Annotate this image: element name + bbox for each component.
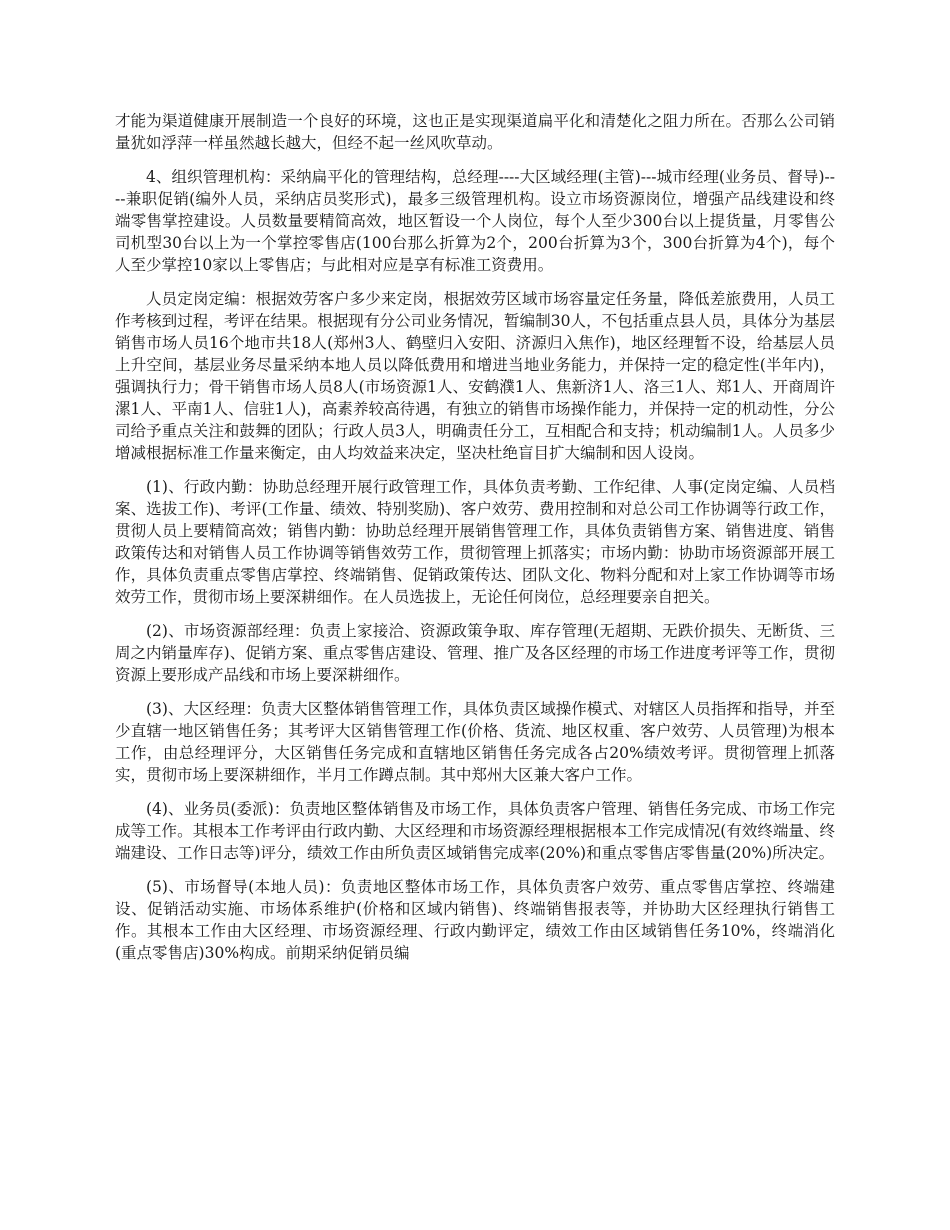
paragraph: (4)、业务员(委派)：负责地区整体销售及市场工作，具体负责客户管理、销售任务完成、市场工作完成等工作。其根本工作考评由行政内勤、大区经理和市场资源经理根据根本工作完成情况(有效终端量、终端建设、工作日志等)评分，绩效工作由所负责区域销售完成率(20%)和重点零售店零售量(20%)所决定。 — [115, 800, 835, 862]
paragraph: 人员定岗定编：根据效劳客户多少来定岗，根据效劳区域市场容量定任务量，降低差旅费用，人员工作考核到过程，考评在结果。根据现有分公司业务情况，暂编制30人，不包括重点县人员，具体分为基层销售市场人员16个地市共18人(郑州3人、鹤壁归入安阳、济源归入焦作)，地区经理暂不设，给基层人员上升空间，基层业务尽量采纳本地人员以降低费用和增进当地业务能力，并保持一定的稳定性(半年内)，强调执行力；骨干销售市场人员8人(市场资源1人、安鹤濮1人、焦新济1人、洛三1人、郑1人、开商周许漯1人、平南1人、信驻1人)，高素养较高待遇，有独立的销售市场操作能力，并保持一定的机动性，分公司给予重点关注和鼓舞的团队；行政人员3人，明确责任分工，互相配合和支持；机动编制1人。人员多少增减根据标准工作量来衡定，由人均效益来决定，坚决杜绝盲目扩大编制和因人设岗。 — [115, 290, 835, 462]
paragraph: (5)、市场督导(本地人员)：负责地区整体市场工作，具体负责客户效劳、重点零售店掌控、终端建设、促销活动实施、市场体系维护(价格和区域内销售)、终端销售报表等，并协助大区经理执行销售工作。其根本工作由大区经理、市场资源经理、行政内勤评定，绩效工作由区域销售任务10%，终端消化(重点零售店)30%构成。前期采纳促销员编 — [115, 878, 835, 962]
paragraph: (3)、大区经理：负责大区整体销售管理工作，具体负责区域操作模式、对辖区人员指挥和指导，并至少直辖一地区销售任务；其考评大区销售管理工作(价格、货流、地区权重、客户效劳、人员管理)为根本工作，由总经理评分，大区销售任务完成和直辖地区销售任务完成各占20%绩效考评。贯彻管理上抓落实，贯彻市场上要深耕细作，半月工作蹲点制。其中郑州大区兼大客户工作。 — [115, 700, 835, 784]
paragraph: 4、组织管理机构：采纳扁平化的管理结构，总经理----大区域经理(主管)---城市经理(业务员、督导)----兼职促销(编外人员，采纳店员奖形式)，最多三级管理机构。设立市场资源岗位，增强产品线建设和终端零售掌控建设。人员数量要精简高效，地区暂设一个人岗位，每个人至少300台以上提货量，月零售公司机型30台以上为一个掌控零售店(100台那么折算为2个，200台折算为3个，300台折算为4个)，每个人至少掌控10家以上零售店；与此相对应是享有标准工资费用。 — [115, 168, 835, 274]
paragraph: (2)、市场资源部经理：负责上家接洽、资源政策争取、库存管理(无超期、无跌价损失、无断货、三周之内销量库存)、促销方案、重点零售店建设、管理、推广及各区经理的市场工作进度考评等工作，贯彻资源上要形成产品线和市场上要深耕细作。 — [115, 622, 835, 684]
paragraph: 才能为渠道健康开展制造一个良好的环境，这也正是实现渠道扁平化和清楚化之阻力所在。否那么公司销量犹如浮萍一样虽然越长越大，但经不起一丝风吹草动。 — [115, 112, 835, 152]
document-body — [115, 110, 835, 976]
paragraph: (1)、行政内勤：协助总经理开展行政管理工作，具体负责考勤、工作纪律、人事(定岗定编、人员档案、选拔工作)、考评(工作量、绩效、特别奖励)、客户效劳、费用控制和对总公司工作协调等行政工作，贯彻人员上要精简高效；销售内勤：协助总经理开展销售管理工作，具体负责销售方案、销售进度、销售政策传达和对销售人员工作协调等销售效劳工作，贯彻管理上抓落实；市场内勤：协助市场资源部开展工作，具体负责重点零售店掌控、终端销售、促销政策传达、团队文化、物料分配和对上家工作协调等市场效劳工作，贯彻市场上要深耕细作。在人员选拔上，无论任何岗位，总经理要亲自把关。 — [115, 478, 835, 606]
